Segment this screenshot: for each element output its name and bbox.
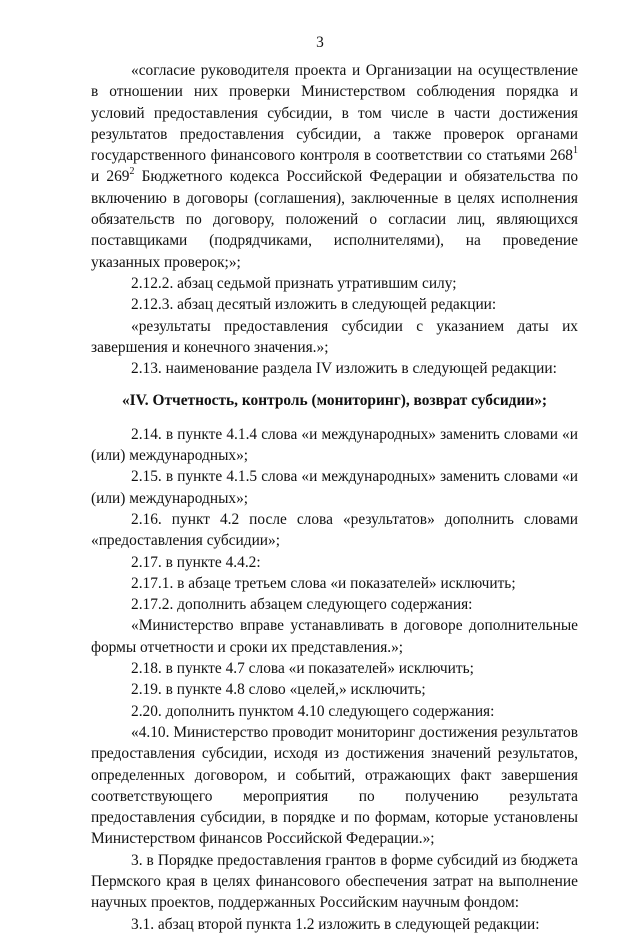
paragraph: 2.14. в пункте 4.1.4 слова «и международных» заменить словами «и (или) международных»; [91,425,578,465]
paragraph-consent [91,60,578,273]
paragraph: 2.17. в пункте 4.4.2: [131,553,261,571]
paragraph: 2.12.3. абзац десятый изложить в следующей редакции: [131,296,497,314]
paragraph: 2.19. в пункте 4.8 слово «целей,» исключить; [131,681,426,699]
paragraph: 2.15. в пункте 4.1.5 слова «и международных» заменить словами «и (или) международных»; [91,468,578,507]
paragraph-consent-part1: «согласие руководителя проекта и Организации на осуществление в отношении них проверки Министерством соблюдения порядка и условий предоставления субсидии, в том числе в части достижения результатов предоставления субсидии, а также проверок органами государственного финансового контроля в соответствии со статьями 268 [91,62,578,165]
paragraph: 2.13. наименование раздела IV изложить в следующей редакции: [131,360,557,378]
paragraph: «Министерство вправе устанавливать в договоре дополнительные формы отчетности и сроки их представления.»; [91,617,578,656]
paragraph: 2.17.1. в абзаце третьем слова «и показателей» исключить; [131,574,516,592]
paragraph: 3. в Порядке предоставления грантов в форме субсидий из бюджета Пермского края в целях финансового обеспечения затрат на выполнение научных проектов, поддержанных Российским научным фондом: [91,851,578,912]
document-body [91,60,578,935]
paragraph: 3.1. абзац второй пункта 1.2 изложить в следующей редакции: [131,915,540,933]
superscript-2: 2 [129,166,135,178]
paragraph: 2.18. в пункте 4.7 слова «и показателей» исключить; [131,660,474,678]
superscript-1: 1 [573,145,578,157]
paragraph: 2.17.2. дополнить абзацем следующего содержания: [131,596,473,614]
section-heading: «IV. Отчетность, контроль (мониторинг), возврат субсидии»; [121,392,548,410]
paragraph-consent-part3: Бюджетного кодекса Российской Федерации и обязательства по включению в договоры (соглашения), заключенные в целях исполнения обязательств по договору, положений о согласии лиц, являющихся поставщиками (подрядчиками, исполнителями), на проведение указанных проверок;»; [91,168,579,271]
paragraph: «4.10. Министерство проводит мониторинг достижения результатов предоставления субсидии, исходя из достижения значений результатов, определенных договором, и событий, отражающих факт завершения соответствующего мероприятия по получению результата предоставления субсидии, в порядке и по формам, которые установлены Министерством финансов Российской Федерации.»; [91,723,578,848]
paragraph: «результаты предоставления субсидии с указанием даты их завершения и конечного значения.»; [91,317,578,356]
page-number: 3 [316,34,324,51]
paragraph: 2.16. пункт 4.2 после слова «результатов» дополнить словами «предоставления субсидии»; [91,510,578,550]
paragraph-consent-part2: и 269 [91,168,130,186]
paragraph: 2.20. дополнить пунктом 4.10 следующего содержания: [131,702,495,720]
paragraph: 2.12.2. абзац седьмой признать утратившим силу; [131,274,457,292]
